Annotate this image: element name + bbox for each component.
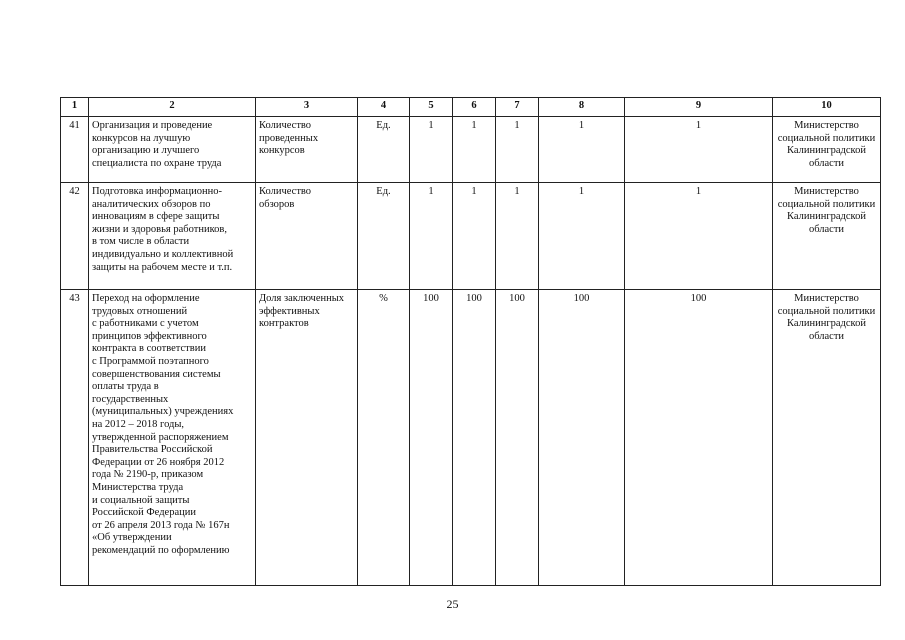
event-cell-line: «Об утверждении (92, 532, 172, 544)
header-cell: 3 (256, 98, 358, 117)
table-row (61, 117, 881, 183)
event-cell-line: Министерства труда (92, 481, 184, 493)
responsible-cell-line: области (808, 330, 845, 342)
event-cell (89, 183, 256, 290)
value-cell: 100 (539, 290, 625, 586)
event-cell-line: инновациям в сфере защиты (92, 211, 220, 223)
event-cell-line: утвержденной распоряжением (92, 431, 229, 443)
header-row (61, 98, 881, 117)
responsible-cell-line: Калининградской (787, 211, 866, 223)
event-cell-line: с Программой поэтапного (92, 355, 209, 367)
indicator-cell (256, 117, 358, 183)
event-cell-line: и социальной защиты (92, 494, 190, 506)
value-cell: 1 (453, 117, 496, 183)
indicator-cell-line: Количество (259, 120, 312, 131)
table-row (61, 290, 881, 586)
value-cell: 1 (625, 183, 773, 290)
responsible-cell-line: Калининградской (787, 318, 866, 330)
value-cell: 1 (410, 117, 453, 183)
event-cell-line: оплаты труда в (92, 381, 159, 393)
responsible-cell-line: области (808, 157, 845, 169)
event-cell-line: контракта в соответствии (92, 343, 206, 355)
indicator-cell-line: Доля заключенных (259, 293, 345, 304)
event-cell-line: защиты на рабочем месте и т.п. (92, 261, 233, 273)
header-cell: 7 (496, 98, 539, 117)
row-number: 42 (61, 183, 89, 290)
event-cell-line: аналитических обзоров по (92, 198, 211, 210)
responsible-cell-line: социальной политики (777, 198, 876, 210)
value-cell: 1 (539, 117, 625, 183)
event-cell-line: государственных (92, 393, 169, 405)
event-cell-line: индивидуально и коллективной (92, 248, 234, 260)
indicator-cell-line: Количество (259, 186, 312, 197)
value-cell: 1 (496, 117, 539, 183)
measures-table (60, 97, 881, 586)
value-cell: 1 (539, 183, 625, 290)
value-cell: 1 (410, 183, 453, 290)
row-number: 43 (61, 290, 89, 586)
page-number: 25 (446, 597, 459, 611)
header-cell: 4 (358, 98, 410, 117)
event-cell-line: от 26 апреля 2013 года № 167н (92, 519, 230, 531)
responsible-cell-line: Министерство (794, 120, 859, 131)
unit-cell: Ед. (358, 183, 410, 290)
responsible-cell (773, 290, 881, 586)
indicator-cell-line: конкурсов (259, 145, 305, 157)
event-cell-line: Организация и проведение (92, 120, 213, 131)
responsible-cell-line: социальной политики (777, 132, 876, 144)
value-cell: 100 (410, 290, 453, 586)
responsible-cell-line: Министерство (794, 293, 859, 304)
indicator-cell-line: контрактов (259, 318, 309, 330)
responsible-cell (773, 117, 881, 183)
event-cell-line: с работниками с учетом (92, 318, 199, 330)
event-cell-line: специалиста по охране труда (92, 157, 222, 169)
header-cell: 9 (625, 98, 773, 117)
event-cell-line: в том числе в области (92, 236, 190, 248)
indicator-cell-line: проведенных (259, 132, 319, 144)
header-cell: 10 (773, 98, 881, 117)
event-cell-line: Правительства Российской (92, 444, 213, 456)
table-row (61, 183, 881, 290)
value-cell: 100 (496, 290, 539, 586)
value-cell: 100 (453, 290, 496, 586)
event-cell-line: организацию и лучшего (92, 145, 200, 157)
value-cell: 1 (496, 183, 539, 290)
value-cell: 1 (453, 183, 496, 290)
event-cell-line: принципов эффективного (92, 330, 207, 342)
event-cell-line: Переход на оформление (92, 293, 200, 304)
header-cell: 1 (61, 98, 89, 117)
indicator-cell (256, 290, 358, 586)
header-cell: 8 (539, 98, 625, 117)
event-cell-line: на 2012 – 2018 годы, (92, 418, 185, 430)
unit-cell: % (358, 290, 410, 586)
row-number: 41 (61, 117, 89, 183)
header-cell: 2 (89, 98, 256, 117)
header-cell: 6 (453, 98, 496, 117)
responsible-cell (773, 183, 881, 290)
event-cell-line: конкурсов на лучшую (92, 132, 191, 144)
responsible-cell-line: Калининградской (787, 145, 866, 157)
value-cell: 100 (625, 290, 773, 586)
responsible-cell-line: Министерство (794, 186, 859, 197)
indicator-cell-line: эффективных (259, 305, 320, 317)
event-cell-line: года № 2190-р, приказом (92, 469, 204, 481)
header-cell: 5 (410, 98, 453, 117)
event-cell-line: (муниципальных) учреждениях (92, 406, 234, 418)
event-cell (89, 290, 256, 586)
value-cell: 1 (625, 117, 773, 183)
event-cell-line: Подготовка информационно- (92, 186, 223, 197)
responsible-cell-line: социальной политики (777, 305, 876, 317)
event-cell-line: трудовых отношений (92, 305, 188, 317)
indicator-cell (256, 183, 358, 290)
event-cell-line: Федерации от 26 ноября 2012 (92, 456, 225, 468)
unit-cell: Ед. (358, 117, 410, 183)
responsible-cell-line: области (808, 223, 845, 235)
indicator-cell-line: обзоров (259, 198, 295, 210)
event-cell-line: Российской Федерации (92, 507, 196, 519)
event-cell (89, 117, 256, 183)
event-cell-line: совершенствования системы (92, 368, 221, 380)
event-cell-line: рекомендаций по оформлению (92, 544, 230, 556)
event-cell-line: жизни и здоровья работников, (92, 223, 227, 235)
